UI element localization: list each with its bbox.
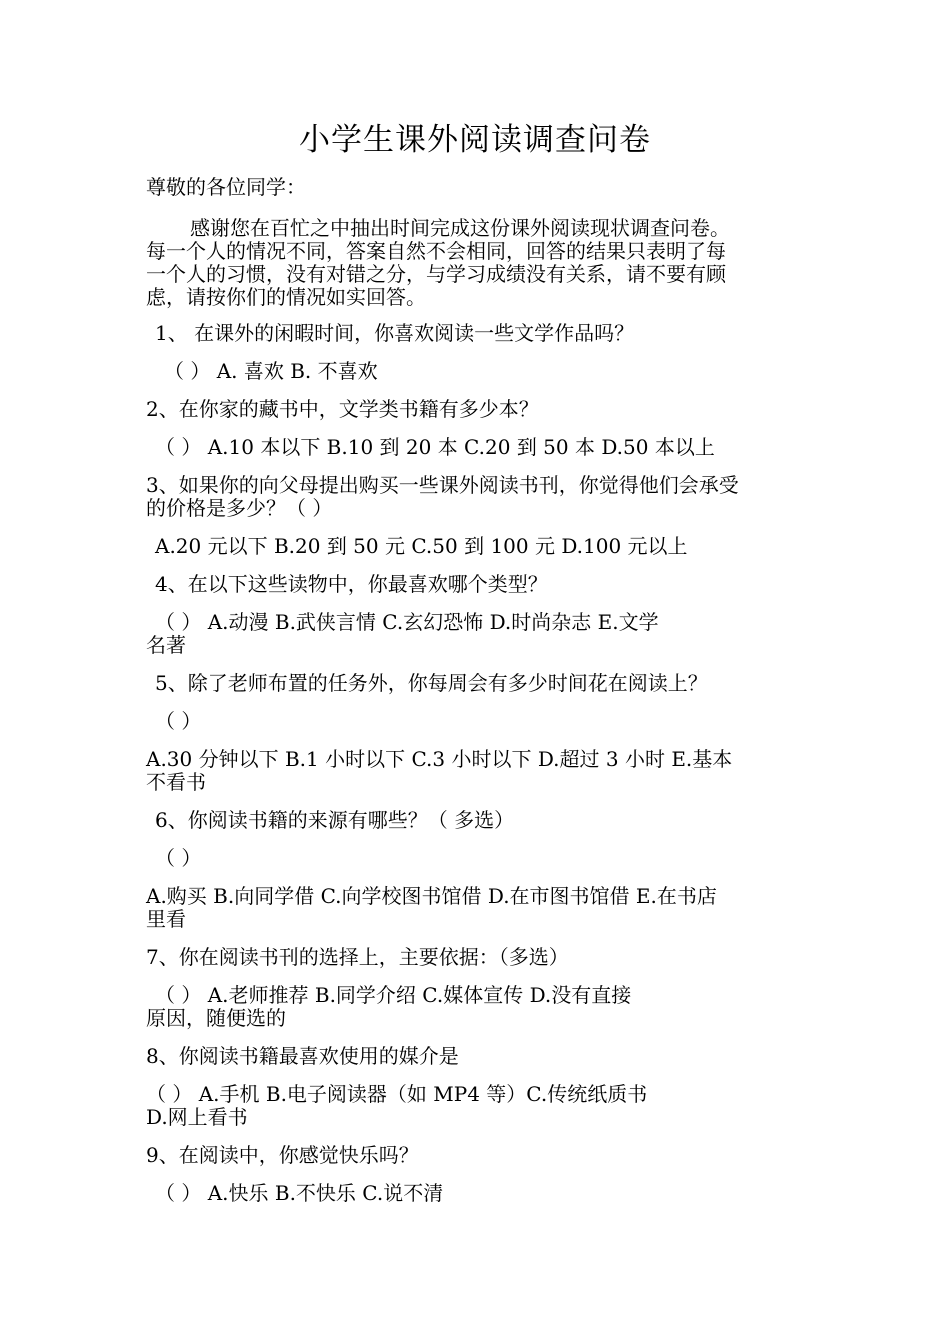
question-7-options-2: 原因，随便选的 xyxy=(146,1006,286,1030)
intro-text: 感谢您在百忙之中抽出时间完成这份课外阅读现状调查问卷。 xyxy=(190,216,730,240)
question-3-options: A.20 元以下 B.20 到 50 元 C.50 到 100 元 D.100 元以上 xyxy=(155,534,688,558)
question-2: 2、在你家的藏书中，文学类书籍有多少本？ xyxy=(146,397,539,421)
question-5-options-2: 不看书 xyxy=(146,770,206,794)
greeting: 尊敬的各位同学： xyxy=(146,175,306,199)
question-6: 6、你阅读书籍的来源有哪些？（ 多选） xyxy=(155,808,515,832)
question-5-options-1: A.30 分钟以下 B.1 小时以下 C.3 小时以下 D.超过 3 小时 E.基本 xyxy=(146,747,733,771)
question-6-options-2: 里看 xyxy=(146,907,186,931)
intro-line-3: 一个人的习惯，没有对错之分，与学习成绩没有关系，请不要有顾 xyxy=(146,262,726,286)
question-3: 3、如果你的向父母提出购买一些课外阅读书刊，你觉得他们会承受 xyxy=(146,473,739,497)
question-1: 1、 在课外的闲暇时间，你喜欢阅读一些文学作品吗？ xyxy=(155,321,635,345)
question-5-answer: （ ） xyxy=(155,709,202,733)
question-7: 7、你在阅读书刊的选择上，主要依据：（多选） xyxy=(146,945,569,969)
question-8-options-1: （ ） A.手机 B.电子阅读器（如 MP4 等）C.传统纸质书 xyxy=(146,1082,648,1106)
question-3-cont: 的价格是多少？（ ） xyxy=(146,496,333,520)
intro-line-1 xyxy=(146,217,806,239)
question-8-options-2: D.网上看书 xyxy=(146,1105,248,1129)
question-1-options: （ ） A. 喜欢 B. 不喜欢 xyxy=(164,359,378,383)
intro-line-2: 每一个人的情况不同，答案自然不会相同，回答的结果只表明了每 xyxy=(146,239,726,263)
question-4: 4、在以下这些读物中，你最喜欢哪个类型？ xyxy=(155,572,548,596)
question-4-options-2: 名著 xyxy=(146,633,186,657)
question-5: 5、除了老师布置的任务外，你每周会有多少时间花在阅读上？ xyxy=(155,671,708,695)
question-6-answer: （ ） xyxy=(155,846,202,870)
page-title: 小学生课外阅读调查问卷 xyxy=(299,122,651,158)
question-8: 8、你阅读书籍最喜欢使用的媒介是 xyxy=(146,1044,459,1068)
question-9-options: （ ） A.快乐 B.不快乐 C.说不清 xyxy=(155,1181,444,1205)
intro-line-4: 虑，请按你们的情况如实回答。 xyxy=(146,285,426,309)
question-4-options-1: （ ） A.动漫 B.武侠言情 C.玄幻恐怖 D.时尚杂志 E.文学 xyxy=(155,610,659,634)
question-9: 9、在阅读中，你感觉快乐吗？ xyxy=(146,1143,419,1167)
question-6-options-1: A.购买 B.向同学借 C.向学校图书馆借 D.在市图书馆借 E.在书店 xyxy=(146,884,717,908)
question-7-options-1: （ ） A.老师推荐 B.同学介绍 C.媒体宣传 D.没有直接 xyxy=(155,983,632,1007)
question-2-options: （ ） A.10 本以下 B.10 到 20 本 C.20 到 50 本 D.50 本以上 xyxy=(155,435,715,459)
